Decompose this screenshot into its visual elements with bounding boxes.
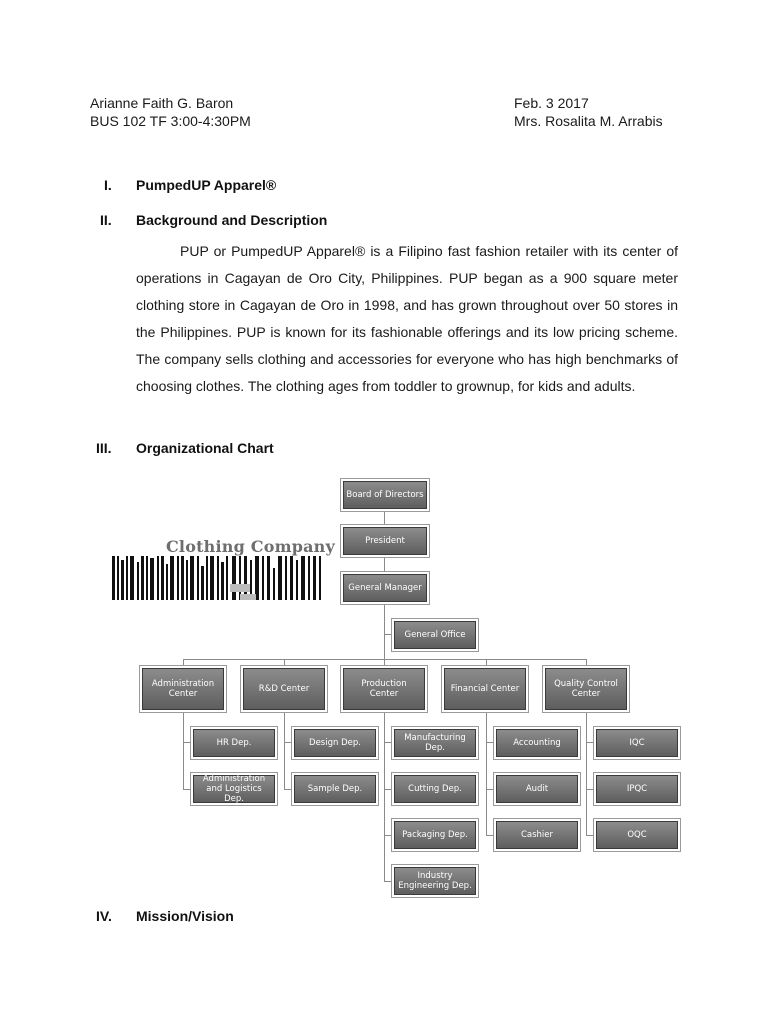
- prod-dept-tick-1: [384, 742, 394, 743]
- admin-logistics-dep-node: Administration and Logistics Dep.: [193, 775, 275, 803]
- finance-dept-line: [486, 710, 487, 836]
- background-paragraph: [136, 238, 678, 399]
- ipqc-node: IPQC: [596, 775, 678, 803]
- oqc-node: OQC: [596, 821, 678, 849]
- rd-dept-line: [284, 710, 285, 790]
- course-info: BUS 102 TF 3:00-4:30PM: [90, 113, 251, 129]
- qc-dept-tick-2: [586, 789, 596, 790]
- prod-dept-tick-2: [384, 789, 394, 790]
- finance-dept-tick-1: [486, 742, 496, 743]
- sample-dep-node: Sample Dep.: [294, 775, 376, 803]
- cutting-dep-node: Cutting Dep.: [394, 775, 476, 803]
- admin-drop-line: [183, 659, 184, 668]
- manufacturing-dep-node: Manufacturing Dep.: [394, 729, 476, 757]
- rd-drop-line: [284, 659, 285, 668]
- president-node: President: [343, 527, 427, 555]
- general-office-node: General Office: [394, 621, 476, 649]
- board-of-directors-node: Board of Directors: [343, 481, 427, 509]
- production-center-node: Production Center: [343, 668, 425, 710]
- packaging-dep-node: Packaging Dep.: [394, 821, 476, 849]
- hr-dep-node: HR Dep.: [193, 729, 275, 757]
- prod-dept-tick-4: [384, 881, 394, 882]
- design-dep-node: Design Dep.: [294, 729, 376, 757]
- admin-dept-tick-2: [183, 789, 193, 790]
- general-office-connector: [384, 634, 394, 635]
- section-2-number: II.: [100, 212, 112, 228]
- accounting-node: Accounting: [496, 729, 578, 757]
- qc-dept-tick-1: [586, 742, 596, 743]
- admin-dept-line: [183, 710, 184, 790]
- audit-node: Audit: [496, 775, 578, 803]
- general-manager-node: General Manager: [343, 574, 427, 602]
- instructor-name: Mrs. Rosalita M. Arrabis: [514, 113, 663, 129]
- industry-engineering-dep-node: Industry Engineering Dep.: [394, 867, 476, 895]
- section-1-number: I.: [104, 177, 112, 193]
- prod-dept-tick-3: [384, 835, 394, 836]
- qc-dept-tick-3: [586, 835, 596, 836]
- section-4-title: Mission/Vision: [136, 908, 234, 924]
- rd-center-node: R&D Center: [243, 668, 325, 710]
- centers-bus-line: [183, 659, 587, 660]
- qc-dept-line: [586, 710, 587, 836]
- logo-caption: Clothing Company: [166, 537, 335, 556]
- cashier-node: Cashier: [496, 821, 578, 849]
- qc-drop-line: [586, 659, 587, 668]
- rd-dept-tick-1: [284, 742, 294, 743]
- section-3-number: III.: [96, 440, 112, 456]
- iqc-node: IQC: [596, 729, 678, 757]
- administration-center-node: Administration Center: [142, 668, 224, 710]
- section-3-title: Organizational Chart: [136, 440, 274, 456]
- finance-dept-tick-3: [486, 835, 496, 836]
- document-date: Feb. 3 2017: [514, 95, 589, 111]
- section-1-title: PumpedUP Apparel®: [136, 177, 277, 193]
- finance-drop-line: [486, 659, 487, 668]
- section-4-number: IV.: [96, 908, 112, 924]
- company-logo: [110, 554, 326, 604]
- background-text: PUP or PumpedUP Apparel® is a Filipino fast fashion retailer with its center of operations in Cagayan de Oro City, Philippines. PUP began as a 900 square meter clothing store in Cagayan de Oro in 1998, and has grown throughout over 50 stores in the Philippines. PUP is known for its fashionable offerings and its low pricing scheme. The company sells clothing and accessories for everyone who has high benchmarks of choosing clothes. The clothing ages from toddler to grownup, for kids and adults.: [136, 243, 678, 394]
- quality-control-center-node: Quality Control Center: [545, 668, 627, 710]
- finance-dept-tick-2: [486, 789, 496, 790]
- rd-dept-tick-2: [284, 789, 294, 790]
- section-2-title: Background and Description: [136, 212, 328, 228]
- financial-center-node: Financial Center: [444, 668, 526, 710]
- admin-dept-tick-1: [183, 742, 193, 743]
- author-name: Arianne Faith G. Baron: [90, 95, 234, 111]
